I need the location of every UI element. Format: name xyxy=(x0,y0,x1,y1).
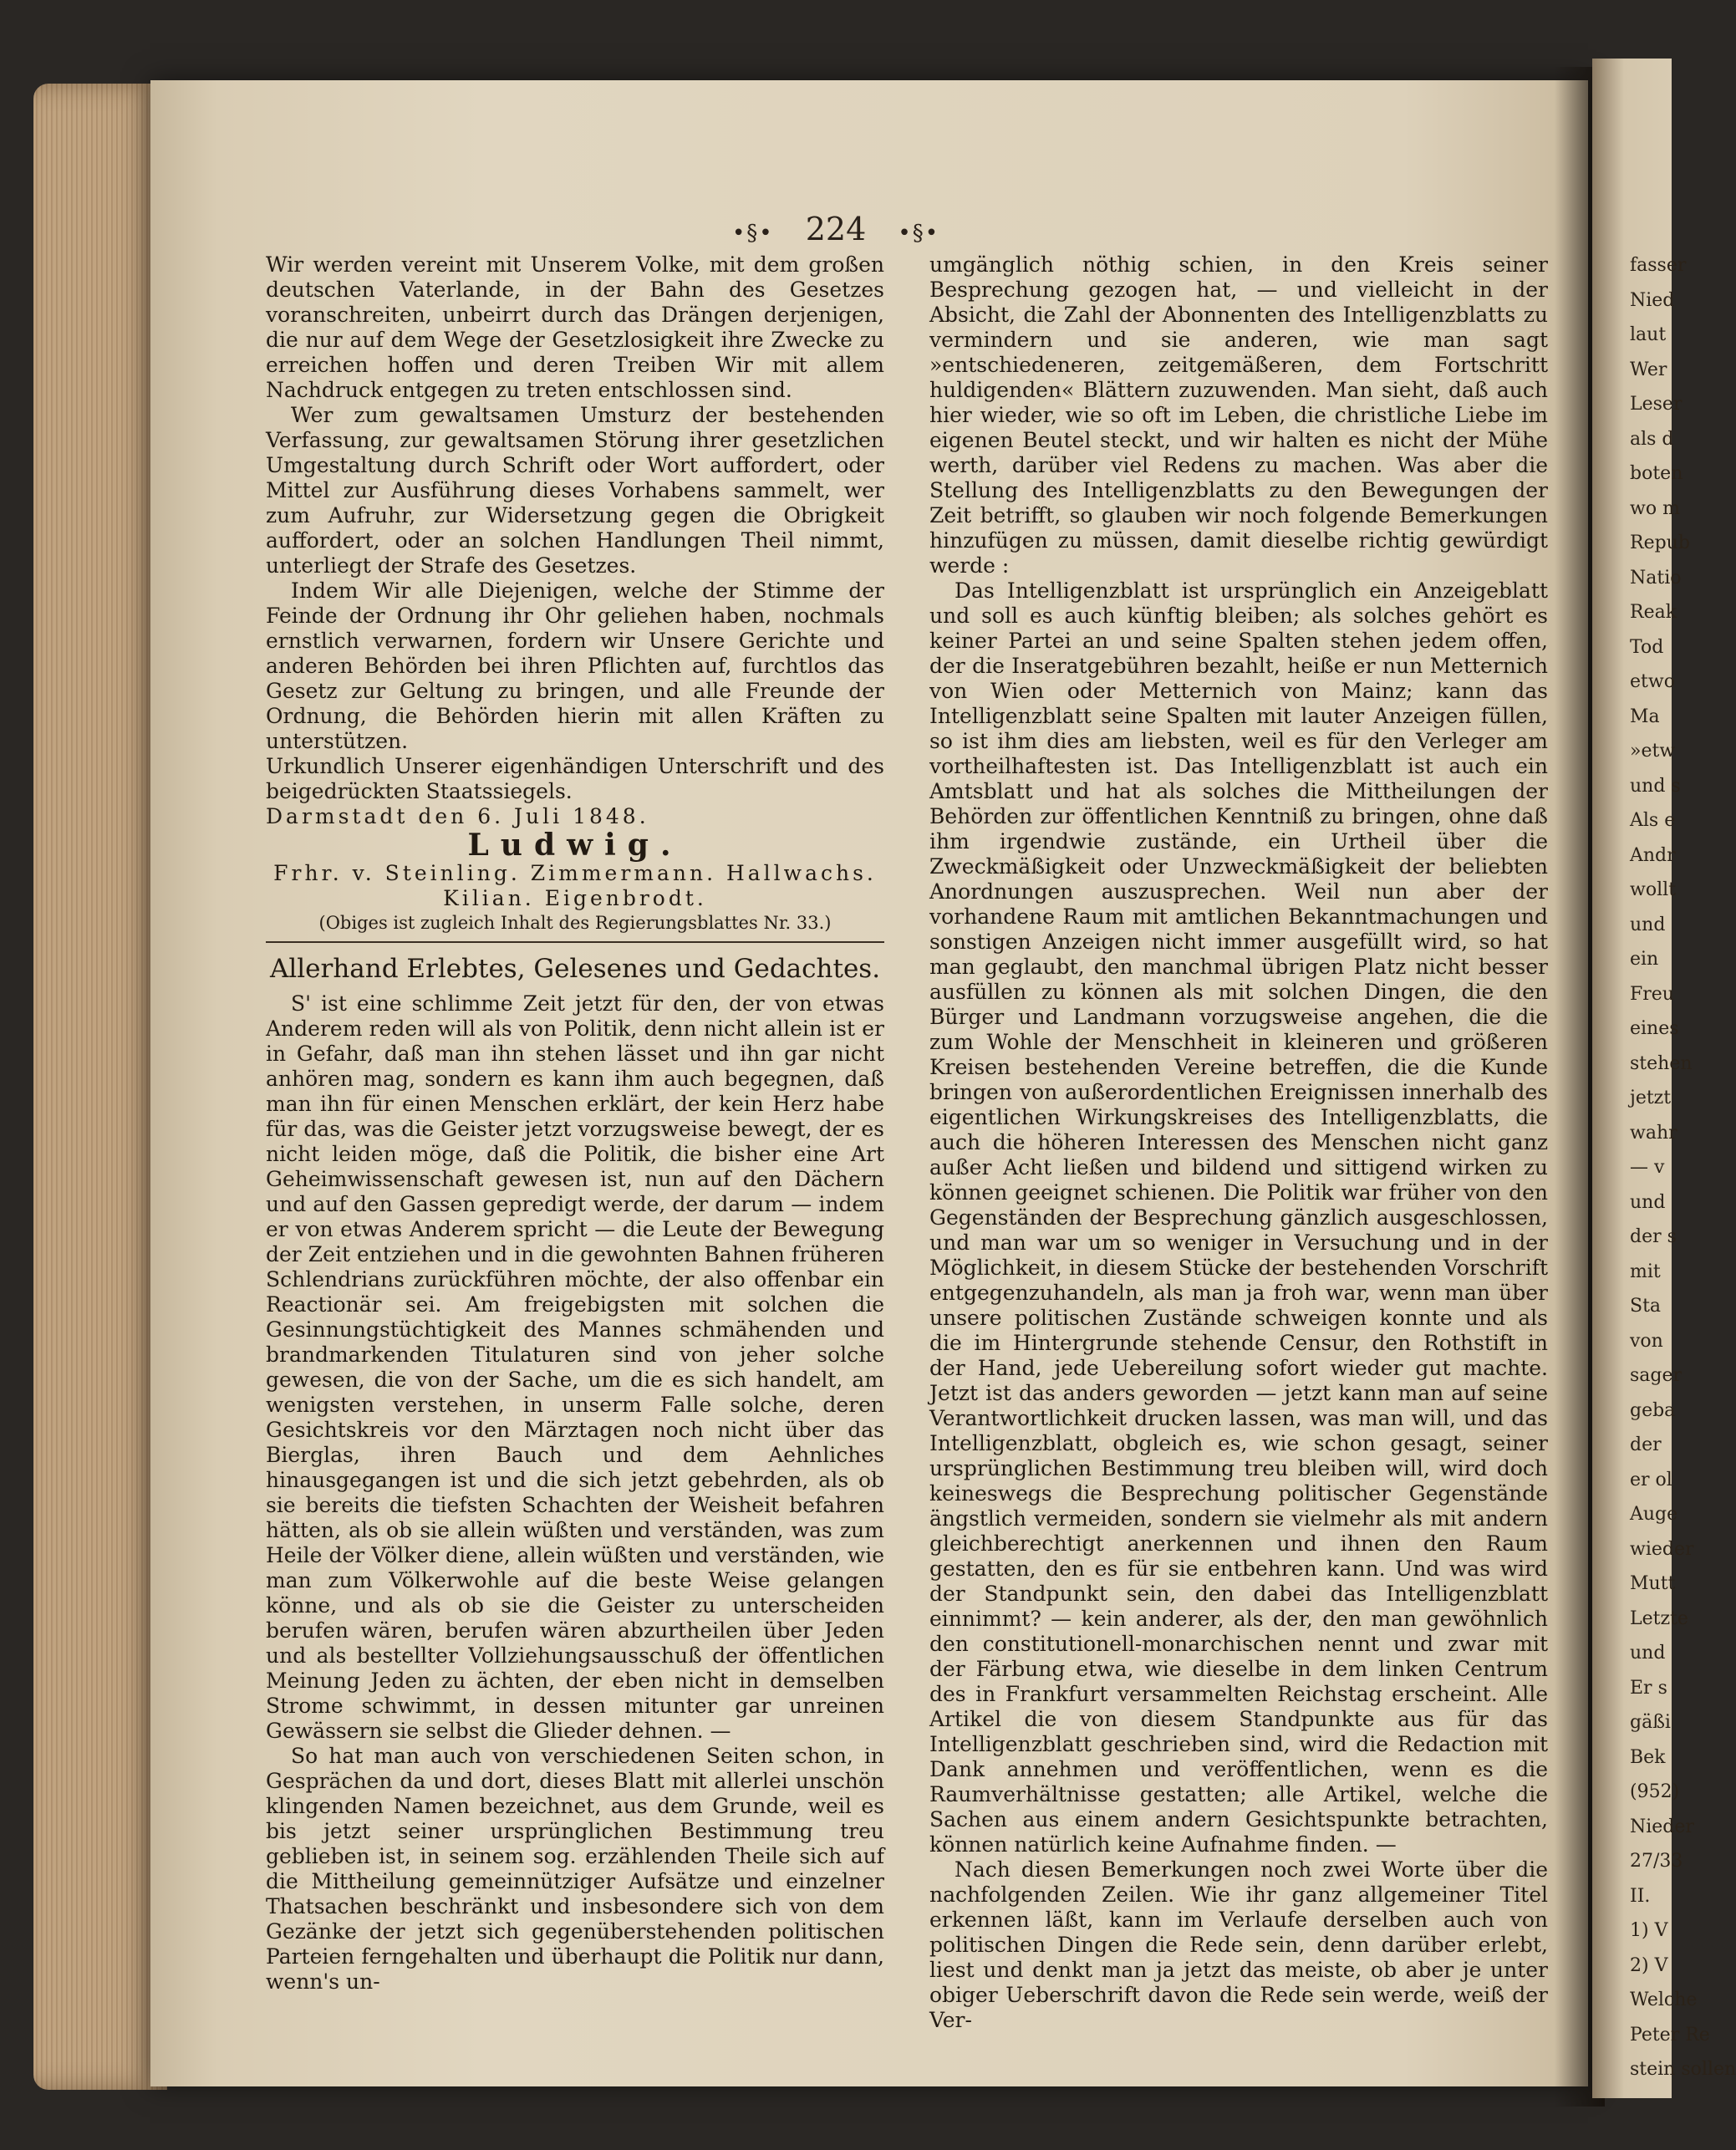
ministers-line-2: Kilian. Eigenbrodt. xyxy=(443,886,707,910)
adjacent-page-word: wieder xyxy=(1630,1538,1694,1560)
adjacent-page-word: Mutt xyxy=(1630,1573,1676,1594)
adjacent-page-word: »etw xyxy=(1630,741,1676,762)
adjacent-page-word: laut xyxy=(1630,324,1667,345)
adjacent-page-word: Er s xyxy=(1630,1677,1667,1699)
adjacent-page-word: 2) V xyxy=(1630,1954,1668,1976)
adjacent-page-word: und xyxy=(1630,1191,1666,1213)
adjacent-page-word: ein xyxy=(1630,949,1659,970)
regierungsblatt-note: (Obiges ist zugleich Inhalt des Regierungsblattes Nr. 33.) xyxy=(318,913,832,933)
adjacent-page-word: boten xyxy=(1630,463,1683,484)
right-paragraph-1: umgänglich nöthig schien, in den Kreis seiner Besprechung gezogen hat, — und vielleicht in der Absicht, die Zahl der Abonnenten des Intelligenzblatts zu vermindern und sie anderen, wie man sagt »entschiedeneren, zeitgemäßeren, dem Fortschritt huldigenden« Blättern zuzuwenden. Man sieht, daß auch hier wieder, wie so oft im Leben, die christliche Liebe im eigenen Beutel steckt, und wir halten es nicht der Mühe werth, darüber viel Redens zu machen. Was aber die Stellung des Intelligenzblatts zu den Bewegungen der Zeit betrifft, so glauben wir noch folgende Bemerkungen hinzufügen zu müssen, damit dieselbe richtig gewürdigt werde : xyxy=(929,252,1548,578)
adjacent-page-word: Auge xyxy=(1630,1504,1678,1525)
adjacent-page-word: als d xyxy=(1630,428,1674,450)
section-divider xyxy=(266,941,884,943)
adjacent-page-word: Andr xyxy=(1630,844,1676,866)
adjacent-page-word: Tod xyxy=(1630,636,1664,658)
adjacent-page-word: Natio xyxy=(1630,567,1682,588)
adjacent-page-word: Ma xyxy=(1630,706,1660,727)
adjacent-page-word: etwo xyxy=(1630,671,1675,692)
adjacent-page-word: II. xyxy=(1630,1885,1651,1907)
ministers-line-1: Frhr. v. Steinling. Zimmermann. Hallwachs. xyxy=(273,861,877,885)
adjacent-page-word: Repub xyxy=(1630,532,1690,553)
adjacent-page-word: — v xyxy=(1630,1157,1665,1178)
right-column xyxy=(929,252,1548,2033)
signature: Ludwig. xyxy=(467,828,683,863)
adjacent-page-word: er ol xyxy=(1630,1469,1672,1490)
section-title: Allerhand Erlebtes, Gelesenes und Gedachtes. xyxy=(269,954,881,984)
adjacent-page-word: 1) V xyxy=(1630,1920,1668,1941)
page-header xyxy=(0,211,1672,247)
adjacent-page-word: wahr xyxy=(1630,1122,1677,1144)
adjacent-page-word: gäßi xyxy=(1630,1712,1671,1733)
right-paragraph-3: Nach diesen Bemerkungen noch zwei Worte über die nachfolgenden Zeilen. Wie ihr ganz allgemeiner Titel erkennen läßt, kann im Verlaufe derselben auch von politischen Dingen die Rede sein, denn darüber erlebt, liest und denkt man ja jetzt das meiste, ob aber je unter obiger Ueberschrift davon die Rede sein werde, weiß der Ver- xyxy=(929,1857,1548,2032)
adjacent-page-word: Leser xyxy=(1630,394,1683,415)
right-paragraph-2: Das Intelligenzblatt ist ursprünglich ein Anzeigeblatt und soll es auch künftig bleiben; als solches gehört es keiner Partei an und seine Spalten stehen jedem offen, der die Inseratgebühren bezahlt, heiße er nun Metternich von Wien oder Metternich von Mainz; kann das Intelligenzblatt seine Spalten mit lauter Anzeigen füllen, so ist ihm dies am liebsten, weil es für den Verleger am vortheilhaftesten ist. Das Intelligenzblatt ist auch ein Amtsblatt und hat als solches die Mittheilungen der Behörden zur öffentlichen Kenntniß zu bringen, ohne daß ihm irgendwie zustände, ein Urtheil über die Zweckmäßigkeit oder Unzweckmäßigkeit der beliebten Anordnungen auszusprechen. Weil nun aber der vorhandene Raum mit amtlichen Bekanntmachungen und sonstigen Anzeigen nicht immer ausgefüllt wird, so hat man geglaubt, den manchmal übrigen Platz nicht besser ausfüllen zu können als mit solchen Dingen, die den Bürger und Landmann vorzugsweise angehen, die die zum Wohle der Menschheit in kleineren und größeren Kreisen bestehenden Vereine betreffen, die die Kunde bringen von außerordentlichen Ereignissen innerhalb des eigentlichen Wirkungskreises des Intelligenzblatts, die auch die höheren Interessen des Menschen nicht ganz außer Acht ließen und bildend und sittigend wirken zu können geeignet schienen. Die Politik war früher von den Gegenständen der Besprechung gänzlich ausgeschlossen, und man war um so weniger in Versuchung und in der Möglichkeit, in diesem Stücke der bestehenden Vorschrift entgegenzuhandeln, als man ja froh war, wenn man über unsere politischen Zustände schweigen konnte und als die im Hintergrunde stehende Censur, den Rothstift in der Hand, jede Uebereilung sofort wieder gut machte. Jetzt ist das anders geworden — jetzt kann man auf seine Verantwortlichkeit drucken lassen, was man will, und das Intelligenzblatt, obgleich es, wie schon gesagt, seiner ursprünglichen Bestimmung treu bleiben will, wird doch keineswegs die Besprechung politischer Gegenstände ängstlich vermeiden, sondern sie vielmehr als mit andern gleichberechtigt anerkennen und ihnen den Raum gestatten, den es für sie entbehren kann. Und was wird der Standpunkt sein, den dabei das Intelligenzblatt einnimmt? — kein anderer, als der, den man gewöhnlich den constitutionell-monarchischen nennt und zwar mit der Färbung etwa, wie dieselbe in dem linken Centrum des in Frankfurt versammelten Reichstag erscheint. Alle Artikel die von diesem Standpunkte aus für das Intelligenzblatt geschrieben sind, wird die Redaction mit Dank annehmen und veröffentlichen, wenn es die Raumverhältnisse gestatten; alle Artikel, welche die Sachen aus einem andern Gesichtspunkte betrachten, können natürlich keine Aufnahme finden. — xyxy=(929,578,1548,1857)
adjacent-page-word: Peter Re xyxy=(1630,2024,1710,2046)
adjacent-page-word: Freu xyxy=(1630,983,1674,1005)
adjacent-page-word: der s xyxy=(1630,1226,1677,1247)
adjacent-page-word: Bek xyxy=(1630,1746,1666,1768)
ornament-left: •§• xyxy=(731,221,774,246)
adjacent-page-word: Nieder xyxy=(1630,1816,1694,1837)
adjacent-page-word: Welche xyxy=(1630,1990,1698,2010)
decree-paragraph-3: Indem Wir alle Diejenigen, welche der Stimme der Feinde der Ordnung ihr Ohr geliehen haben, nochmals ernstlich verwarnen, fordern wir Unsere Gerichte und anderen Behörden bei ihren Pflichten auf, furchtlos das Gesetz zur Geltung zu bringen, und alle Freunde der Ordnung, die Behörden hierin mit allen Kräften zu unterstützen. xyxy=(266,578,884,753)
adjacent-page-word: jetzt xyxy=(1630,1088,1672,1108)
adjacent-page-word: Letzte xyxy=(1630,1607,1688,1629)
adjacent-page-word: 27/33 xyxy=(1630,1851,1683,1872)
adjacent-page-word: von xyxy=(1630,1330,1663,1352)
adjacent-page-word: wo m xyxy=(1630,497,1680,519)
page-number: 224 xyxy=(805,211,867,247)
adjacent-page-word: geba xyxy=(1630,1399,1676,1421)
adjacent-page-word: Wer xyxy=(1630,359,1667,380)
adjacent-page-word: eines xyxy=(1630,1018,1679,1039)
adjacent-page-word: fasser xyxy=(1630,255,1687,276)
place-date: Darmstadt den 6. Juli 1848. xyxy=(266,804,649,828)
adjacent-page-word: und s xyxy=(1630,775,1681,797)
adjacent-page-word: und xyxy=(1630,914,1666,935)
decree-paragraph-1: Wir werden vereint mit Unserem Volke, mit dem großen deutschen Vaterlande, in der Bahn des Gesetzes voranschreiten, unbeirrt durch das Drängen derjenigen, die nur auf dem Wege der Gesetzlosigkeit ihre Zwecke zu erreichen hoffen und deren Treiben Wir mit allem Nachdruck entgegen zu treten entschlossen sind. xyxy=(266,252,884,402)
ornament-right: •§• xyxy=(898,221,940,246)
left-column xyxy=(266,252,884,1995)
adjacent-page-word: und xyxy=(1630,1643,1666,1663)
adjacent-page-fragment xyxy=(1592,59,1736,2098)
book-page-edges xyxy=(33,84,167,2090)
article-paragraph-2: So hat man auch von verschiedenen Seiten schon, in Gesprächen da und dort, dieses Blatt mit allerlei unschön klingenden Namen bezeichnet, aus dem Grunde, weil es bis jetzt seiner ursprünglichen Bestimmung treu geblieben ist, in seinem sog. erzählenden Theile sich auf die Mittheilung gemeinnütziger Aufsätze und einzelner Thatsachen beschränkt und insbesondere sich von dem Gezänke der jetzt sich gegenüberstehenden politischen Parteien ferngehalten und überhaupt die Politik nur dann, wenn's un- xyxy=(266,1744,884,1994)
adjacent-page-word: stehen xyxy=(1630,1052,1693,1074)
adjacent-page-word: Sta xyxy=(1630,1296,1662,1317)
adjacent-page-word: wollt xyxy=(1630,879,1676,900)
decree-paragraph-2: Wer zum gewaltsamen Umsturz der bestehenden Verfassung, zur gewaltsamen Störung ihrer gesetzlichen Umgestaltung durch Schrift oder Wort auffordert, oder Mittel zur Ausführung dieses Vorhabens sammelt, wer zum Aufruhr, zur Widersetzung gegen die Obrigkeit auffordert, oder an solchen Handlungen Theil nimmt, unterliegt der Strafe des Gesetzes. xyxy=(266,403,884,578)
adjacent-page-word: Als e xyxy=(1630,810,1676,831)
adjacent-page-word: Reak xyxy=(1630,602,1677,623)
closing-formula: Urkundlich Unserer eigenhändigen Unterschrift und des beigedrückten Staatssiegels. xyxy=(266,754,884,803)
adjacent-page-word: mit xyxy=(1630,1261,1661,1282)
adjacent-page-word: der xyxy=(1630,1434,1662,1455)
adjacent-page-word: (952) xyxy=(1630,1781,1680,1802)
adjacent-page-word: sager xyxy=(1630,1365,1683,1386)
adjacent-page-word: stein sollen xyxy=(1630,2059,1736,2080)
article-paragraph-1: S' ist eine schlimme Zeit jetzt für den, der von etwas Anderem reden will als von Politik, denn nicht allein ist er in Gefahr, daß man ihn stehen lässet und ihn gar nicht anhören mag, sondern es kann ihm auch begegnen, daß man ihn für einen Menschen erklärt, der kein Herz habe für das, was die Geister jetzt vorzugsweise bewegt, der es nicht leiden möge, daß die Politik, die bisher eine Art Geheimwissenschaft gewesen ist, nun auf den Dächern und auf den Gassen gepredigt werde, der darum — indem er von etwas Anderem spricht — die Leute der Bewegung der Zeit entziehen und in die gewohnten Bahnen früheren Schlendrians zurückführen möchte, der also offenbar ein Reactionär sei. Am freigebigsten mit solchen die Gesinnungstüchtigkeit des Mannes schmähenden und brandmarkenden Titulaturen sind von jeher solche gewesen, die von der Sache, um die es sich handelt, am wenigsten verstehen, in unserm Falle solche, deren Gesichtskreis vor den Märztagen noch nicht über das Bierglas, ihren Bauch und dem Aehnliches hinausgegangen ist und die sich jetzt gebehrden, als ob sie bereits die tiefsten Schachten der Weisheit befahren hätten, als ob sie allein wüßten und verständen, was zum Heile der Völker diene, allein wüßten und verständen, wie man zum Völkerwohle auf die beste Weise gelangen könne, und als ob sie die Geister zu unterscheiden berufen wären, berufen wären abzurtheilen über Jeden und als bestellter Vollziehungsausschuß der öffentlichen Meinung Jeden zu ächten, der eben nicht in demselben Strome schwimmt, in dessen mitunter gar unreinen Gewässern sie selbst die Glieder dehnen. — xyxy=(266,991,884,1743)
adjacent-page-word: Nied xyxy=(1630,289,1675,311)
